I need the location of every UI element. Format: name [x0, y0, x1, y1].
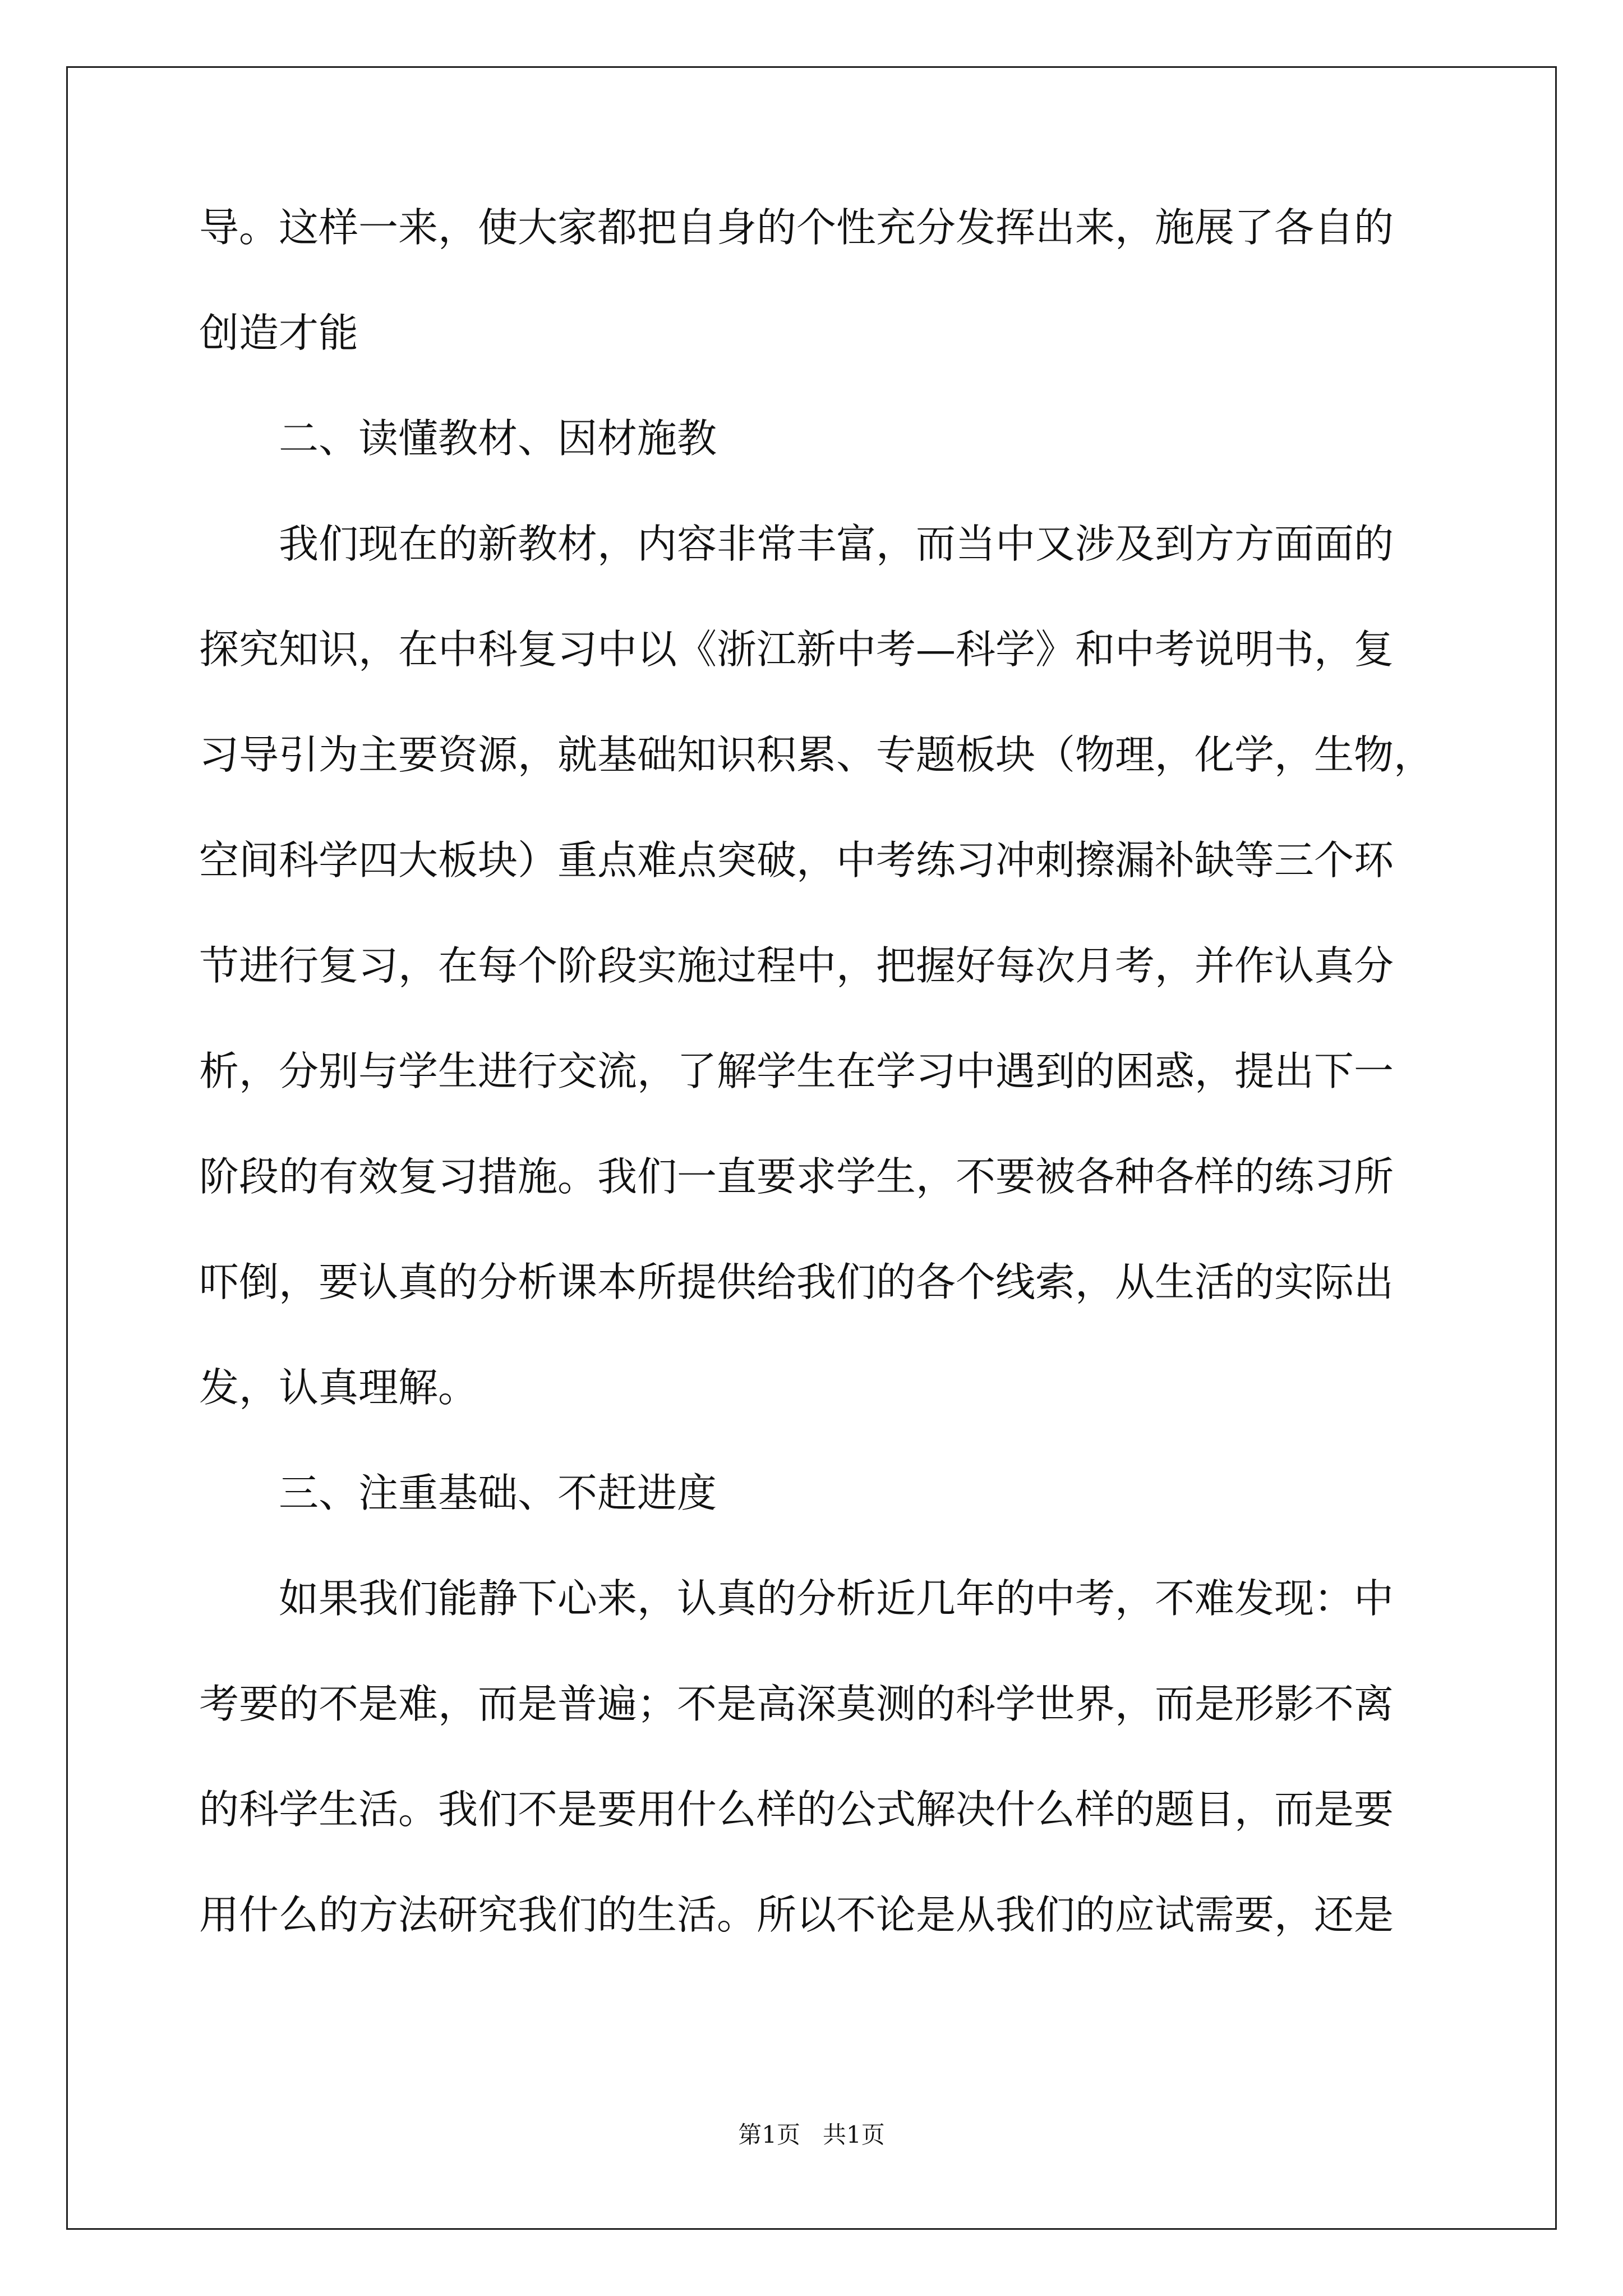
- text-line: 节进行复习，在每个阶段实施过程中，把握好每次月考，并作认真分: [199, 942, 1394, 989]
- text-line: 习导引为主要资源，就基础知识积累、专题板块（物理，化学，生物，: [199, 731, 1434, 778]
- text-line: 吓倒，要认真的分析课本所提供给我们的各个线索，从生活的实际出: [199, 1259, 1394, 1305]
- section-heading: 三、注重基础、不赶进度: [279, 1470, 717, 1516]
- section-heading: 二、读懂教材、因材施教: [279, 415, 717, 462]
- text-line: 创造才能: [199, 310, 359, 356]
- text-line: 阶段的有效复习措施。我们一直要求学生，不要被各种各样的练习所: [199, 1153, 1394, 1200]
- text-line: 析，分别与学生进行交流，了解学生在学习中遇到的困惑，提出下一: [199, 1048, 1394, 1094]
- text-line: 我们现在的新教材，内容非常丰富，而当中又涉及到方方面面的: [279, 521, 1394, 567]
- text-line: 探究知识，在中科复习中以《浙江新中考—科学》和中考说明书，复: [199, 626, 1394, 673]
- text-line: 空间科学四大板块）重点难点突破，中考练习冲刺擦漏补缺等三个环: [199, 837, 1394, 884]
- text-line: 用什么的方法研究我们的生活。所以不论是从我们的应试需要，还是: [199, 1892, 1394, 1938]
- text-line: 如果我们能静下心来，认真的分析近几年的中考，不难发现：中: [279, 1575, 1394, 1622]
- text-line: 导。这样一来，使大家都把自身的个性充分发挥出来，施展了各自的: [199, 204, 1394, 251]
- text-line: 的科学生活。我们不是要用什么样的公式解决什么样的题目，而是要: [199, 1786, 1394, 1833]
- text-line: 发，认真理解。: [199, 1364, 478, 1411]
- text-line: 考要的不是难，而是普遍；不是高深莫测的科学世界，而是形影不离: [199, 1681, 1394, 1727]
- page-footer: 第1页 共1页: [738, 2121, 885, 2148]
